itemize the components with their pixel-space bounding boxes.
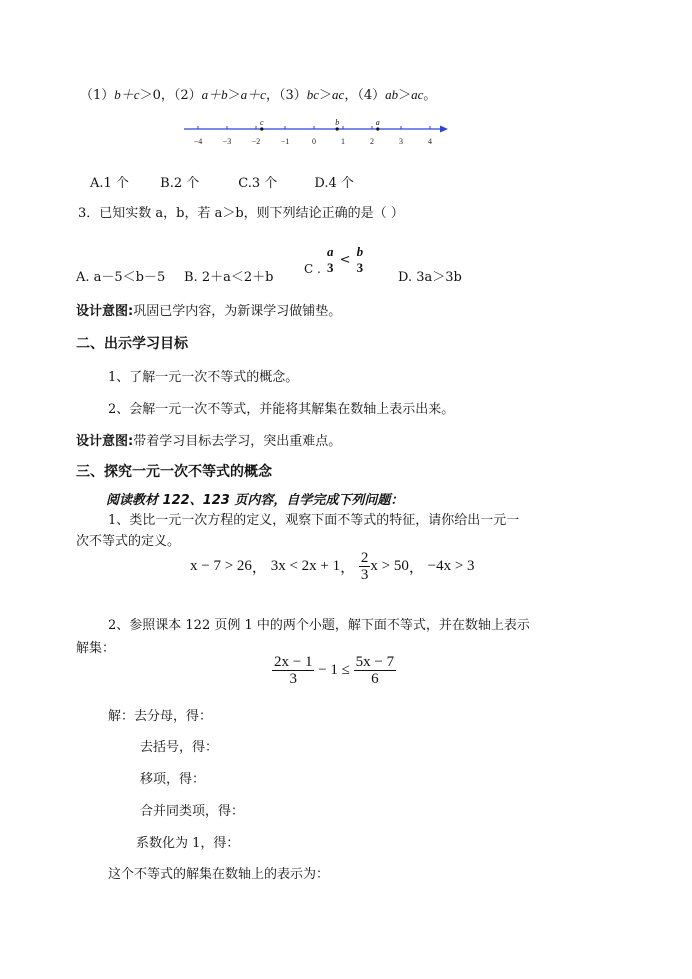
number-line-point-c xyxy=(260,127,263,130)
q2-option-d[interactable]: D.4 个 xyxy=(314,176,354,191)
number-line-point-label: b xyxy=(335,118,340,127)
item1-line1: 1、类比一元一次方程的定义，观察下面不等式的特征，请你给出一元一 xyxy=(108,513,520,528)
frac-right: $\frac{5x - 7}{6}$ xyxy=(355,654,395,687)
q3-optc-frac-2: b 3 xyxy=(356,244,364,275)
q2-statements: （1）b＋c＞0，（2）a＋b＞a＋c，（3）bc＞ac，（4）ab＞ac。 xyxy=(80,87,437,103)
q3-option-a[interactable]: A. a－5＜b－5 xyxy=(76,270,166,285)
step-combine: 合并同类项，得： xyxy=(140,804,245,819)
number-line-point-a xyxy=(376,127,379,130)
item2-line2: 解集： xyxy=(76,641,116,656)
q2-option-c[interactable]: C.3 个 xyxy=(238,176,278,191)
number-line-tick-label: −4 xyxy=(193,137,203,146)
design-intent-1: 设计意图:巩固已学内容，为新课学习做铺垫。 xyxy=(76,304,342,319)
q2-option-b[interactable]: B.2 个 xyxy=(160,176,200,191)
step-remove-brackets: 去括号，得： xyxy=(140,740,219,755)
number-line-point-label: a xyxy=(375,118,380,127)
number-line-point-label: c xyxy=(260,118,264,127)
step-transpose: 移项，得： xyxy=(140,772,206,787)
frac-two-thirds: $\frac{2}{3}$ xyxy=(360,550,369,583)
q2-option-a[interactable]: A.1 个 xyxy=(90,176,129,191)
number-line xyxy=(178,116,458,150)
number-line-tick-label: 2 xyxy=(370,137,374,146)
main-inequality: $\frac{2x - 1}{3}$ − 1 ≤ $\frac{5x - 7}{6}$ xyxy=(274,654,395,687)
step-clear-denominators: 解：去分母，得： xyxy=(108,709,213,724)
item2-line1: 2、参照课本 122 页例 1 中的两个小题，解下面不等式，并在数轴上表示 xyxy=(108,618,530,633)
number-line-tick-label: 4 xyxy=(428,137,432,146)
number-line-tick-label: 3 xyxy=(399,137,403,146)
number-line-tick-label: −3 xyxy=(222,137,232,146)
section3-title: 三、探究一元一次不等式的概念 xyxy=(76,464,272,480)
design-intent-2: 设计意图:带着学习目标去学习，突出重难点。 xyxy=(76,434,342,449)
q3-optc-frac-1: a 3 xyxy=(326,244,334,275)
q3-option-d[interactable]: D. 3a＞3b xyxy=(398,270,462,285)
section2-title: 二、出示学习目标 xyxy=(76,336,188,352)
number-line-point-b xyxy=(336,127,339,130)
frac-left: $\frac{2x - 1}{3}$ xyxy=(274,654,313,687)
goal-2: 2、会解一元一次不等式，并能将其解集在数轴上表示出来。 xyxy=(108,402,455,417)
q3-stem: 3．已知实数 a，b，若 a＞b，则下列结论正确的是（ ） xyxy=(78,206,404,221)
solution-set-prompt: 这个不等式的解集在数轴上的表示为： xyxy=(108,867,330,882)
step-coefficient: 系数化为 1，得： xyxy=(136,836,240,851)
q3-options xyxy=(76,244,496,284)
number-line-arrow xyxy=(440,126,448,133)
q3-option-c[interactable]: C . a 3 < b 3 xyxy=(304,244,364,276)
reading-instruction: 阅读教材 122、123 页内容，自学完成下列问题： xyxy=(106,493,404,508)
item1-line2: 次不等式的定义。 xyxy=(76,534,181,549)
number-line-tick-label: −1 xyxy=(280,137,290,146)
goal-1: 1、了解一元一次不等式的概念。 xyxy=(108,370,299,385)
number-line-tick-label: 0 xyxy=(312,137,316,146)
q2-options xyxy=(90,172,354,191)
inequality-examples: x − 7 > 26， 3x < 2x + 1， $\frac{2}{3}$ x > 50， −4x > 3 xyxy=(190,550,475,583)
number-line-tick-label: 1 xyxy=(341,137,345,146)
number-line-tick-label: −2 xyxy=(251,137,261,146)
q3-option-b[interactable]: B. 2＋a＜2＋b xyxy=(184,270,274,285)
